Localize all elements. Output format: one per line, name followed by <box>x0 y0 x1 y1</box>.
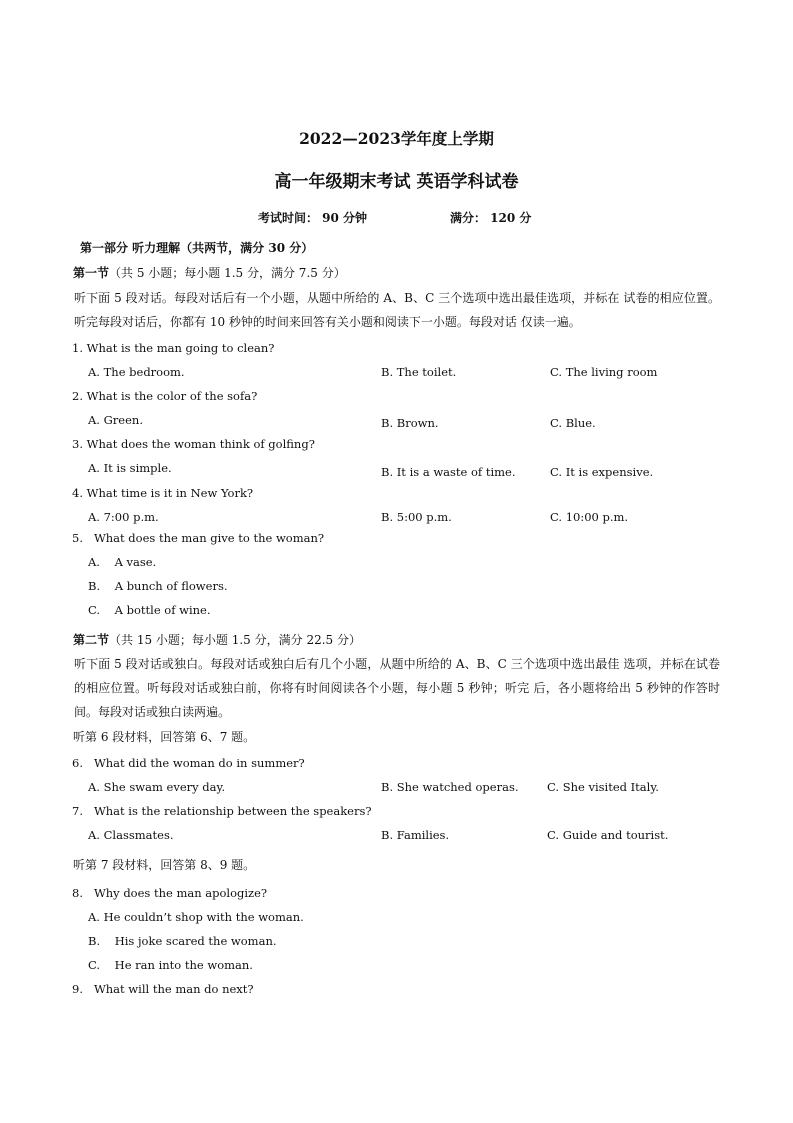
exam-subject-title: 高一年级期末考试 英语学科试卷 <box>274 172 519 192</box>
q5-option-c: C. A bottle of wine. <box>88 603 211 617</box>
q2-option-b: B. Brown. <box>381 416 439 430</box>
q8-option-a: A. He couldn’t shop with the woman. <box>88 910 304 924</box>
group-6-7-intro: 听第 6 段材料，回答第 6、7 题。 <box>73 730 256 744</box>
section1-instructions: 听下面 5 段对话。每段对话后有一个小题，从题中所给的 A、B、C 三个选项中选出最佳选项，并标在 试卷的相应位置。听完每段对话后，你都有 10 秒钟的时间来回答有关小题和阅读下一小题。每段对话 仅读一遍。 <box>74 291 720 329</box>
q2-option-c: C. Blue. <box>550 416 596 430</box>
question-2: 2. What is the color of the sofa? <box>72 389 258 403</box>
q3-option-c: C. It is expensive. <box>550 465 654 479</box>
exam-score: 满分： 120 分 <box>450 211 532 225</box>
exam-time: 考试时间： 90 分钟 <box>258 211 368 225</box>
exam-year-title: 2022—2023学年度上学期 <box>299 129 494 148</box>
q7-option-b: B. Families. <box>381 828 450 842</box>
section1-info: （共 5 小题；每小题 1.5 分，满分 7.5 分） <box>109 266 346 280</box>
question-1: 1. What is the man going to clean? <box>72 341 275 355</box>
part1-title: 第一部分 听力理解（共两节，满分 30 分） <box>80 241 314 255</box>
section1-label: 第一节 <box>73 266 110 280</box>
q4-option-b: B. 5:00 p.m. <box>381 510 452 524</box>
q3-option-a: A. It is simple. <box>88 461 172 475</box>
q4-option-a: A. 7:00 p.m. <box>88 510 159 524</box>
question-6: 6. What did the woman do in summer? <box>72 756 305 770</box>
section2-heading <box>73 632 361 648</box>
q3-option-b: B. It is a waste of time. <box>381 465 516 479</box>
section2-info: （共 15 小题；每小题 1.5 分，满分 22.5 分） <box>109 633 361 647</box>
question-8: 8. Why does the man apologize? <box>72 886 268 900</box>
q6-option-c: C. She visited Italy. <box>547 780 659 794</box>
q8-option-c: C. He ran into the woman. <box>88 958 253 972</box>
question-5: 5. What does the man give to the woman? <box>72 531 325 545</box>
q7-option-c: C. Guide and tourist. <box>547 828 669 842</box>
section1-heading <box>73 265 346 281</box>
q7-option-a: A. Classmates. <box>88 828 174 842</box>
q6-option-b: B. She watched operas. <box>381 780 519 794</box>
q5-option-b: B. A bunch of flowers. <box>88 579 228 593</box>
q8-option-b: B. His joke scared the woman. <box>88 934 277 948</box>
group-8-9-intro: 听第 7 段材料，回答第 8、9 题。 <box>73 858 256 872</box>
q1-option-c: C. The living room <box>550 365 658 379</box>
q6-option-a: A. She swam every day. <box>88 780 226 794</box>
q1-option-b: B. The toilet. <box>381 365 457 379</box>
question-7: 7. What is the relationship between the speakers? <box>72 804 372 818</box>
question-4: 4. What time is it in New York? <box>72 486 254 500</box>
question-9: 9. What will the man do next? <box>72 982 254 996</box>
q2-option-a: A. Green. <box>88 413 143 427</box>
q5-option-a: A. A vase. <box>88 555 157 569</box>
q4-option-c: C. 10:00 p.m. <box>550 510 629 524</box>
section2-label: 第二节 <box>73 633 110 647</box>
section2-instructions: 听下面 5 段对话或独白。每段对话或独白后有几个小题，从题中所给的 A、B、C 三个选项中选出最佳 选项，并标在试卷的相应位置。听每段对话或独白前，你将有时间阅读各个小题，每小题 5 秒钟；听完 后，各小题将给出 5 秒钟的作答时间。每段对话或独白读两遍。 <box>74 657 720 719</box>
question-3: 3. What does the woman think of golfing? <box>72 437 315 451</box>
q1-option-a: A. The bedroom. <box>88 365 185 379</box>
